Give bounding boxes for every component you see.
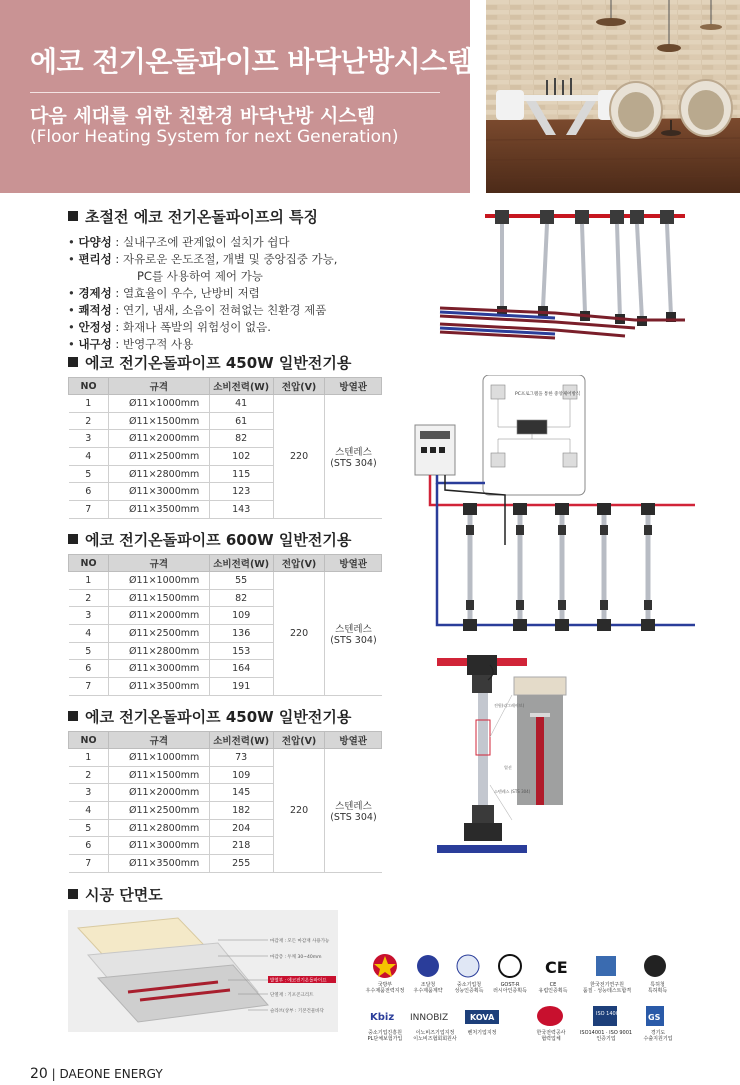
material-cell: 스텐레스 (STS 304) bbox=[325, 572, 382, 696]
control-system-diagram bbox=[405, 375, 705, 650]
svg-text:GS: GS bbox=[648, 1013, 661, 1022]
bullet-square-icon bbox=[68, 534, 78, 544]
material-cell: 스텐레스 (STS 304) bbox=[325, 749, 382, 873]
col-header: NO bbox=[69, 555, 109, 572]
col-header: 방열관 bbox=[325, 378, 382, 395]
pipe-manifold-illustration bbox=[435, 208, 690, 348]
table2-title: 에코 전기온돌파이프 600W 일반전기용 bbox=[68, 529, 351, 550]
voltage-cell: 220 bbox=[273, 395, 325, 519]
table-row: 4 Ø11×2500mm 182 bbox=[69, 802, 382, 820]
page-footer bbox=[30, 1066, 163, 1082]
cert-label: ISO14001 · ISO 9001 인증기업 bbox=[579, 1030, 633, 1042]
feature-item: • 다양성 : 실내구조에 관계없이 설치가 쉽다 bbox=[68, 235, 290, 249]
svg-text:전원(리그레이브): 전원(리그레이브) bbox=[494, 703, 525, 708]
svg-text:마감층 : 두께 30~40mm: 마감층 : 두께 30~40mm bbox=[270, 955, 322, 960]
col-header: 전압(V) bbox=[273, 555, 325, 572]
col-header: 전압(V) bbox=[273, 378, 325, 395]
page-title: 에코 전기온돌파이프 바닥난방시스템 bbox=[30, 45, 474, 78]
table-row: 3 Ø11×2000mm 145 bbox=[69, 784, 382, 802]
spec-table-450w-b bbox=[68, 731, 382, 873]
features-list bbox=[68, 234, 337, 353]
feature-item: PC를 사용하여 제어 가능 bbox=[137, 269, 263, 283]
table-row: 6 Ø11×3000mm 164 bbox=[69, 660, 382, 678]
feature-item: • 안정성 : 화재나 폭발의 위험성이 없음. bbox=[68, 320, 271, 334]
bullet-square-icon bbox=[68, 711, 78, 721]
material-cell: 스텐레스 (STS 304) bbox=[325, 395, 382, 519]
table-row: 1 Ø11×1000mm 55 220 스텐레스 (STS 304) bbox=[69, 572, 382, 590]
svg-text:슬라브(상부 : 기본건물바닥: 슬라브(상부 : 기본건물바닥 bbox=[270, 1009, 324, 1014]
svg-text:ISO 14001 9001: ISO 14001 9001 bbox=[596, 1011, 637, 1017]
subtitle-korean: 다음 세대를 위한 친환경 바닥난방 시스템 bbox=[30, 105, 376, 127]
cert-label: 국방부 우수제품전력지정 bbox=[365, 982, 405, 994]
cert-label: GOST-R 러시아인증획득 bbox=[493, 982, 527, 994]
col-header: 규격 bbox=[109, 732, 210, 749]
interior-photo bbox=[486, 0, 740, 193]
table-row: 2 Ø11×1500mm 109 bbox=[69, 766, 382, 784]
col-header: 규격 bbox=[109, 555, 210, 572]
cert-label: 벤처기업지정 bbox=[467, 1030, 497, 1036]
cert-label: 중소기업진흥원 PL단체보험가입 bbox=[367, 1030, 403, 1042]
table-row: 7 Ø11×3500mm 191 bbox=[69, 678, 382, 696]
spec-table-450w bbox=[68, 377, 382, 519]
feature-item: • 경제성 : 열효율이 우수, 난방비 저렴 bbox=[68, 286, 260, 300]
cert-label: CE 유럽인증획득 bbox=[538, 982, 568, 994]
cert-label: 특허청 특허획득 bbox=[647, 982, 668, 994]
table-row: 5 Ø11×2800mm 153 bbox=[69, 642, 382, 660]
cert-label: 이노비즈기업지정 이노비즈협회회원사 bbox=[413, 1030, 457, 1042]
col-header: 규격 bbox=[109, 378, 210, 395]
table-row: 1 Ø11×1000mm 41 220 스텐레스 (STS 304) bbox=[69, 395, 382, 413]
bullet-square-icon bbox=[68, 889, 78, 899]
col-header: 전압(V) bbox=[273, 732, 325, 749]
table-row: 3 Ø11×2000mm 82 bbox=[69, 430, 382, 448]
col-header: 소비전력(W) bbox=[209, 555, 273, 572]
svg-text:Kbiz: Kbiz bbox=[370, 1012, 395, 1023]
svg-text:마감재 : 모든 마감재 사용가능: 마감재 : 모든 마감재 사용가능 bbox=[270, 939, 330, 944]
table-row: 5 Ø11×2800mm 204 bbox=[69, 819, 382, 837]
bullet-square-icon bbox=[68, 357, 78, 367]
footer-divider: | bbox=[51, 1067, 60, 1081]
spec-table-600w bbox=[68, 554, 382, 696]
certifications-panel bbox=[360, 948, 690, 1048]
cert-label: 한국전력공사 협력업체 bbox=[536, 1030, 566, 1042]
col-header: 소비전력(W) bbox=[209, 378, 273, 395]
table-row: 7 Ø11×3500mm 255 bbox=[69, 855, 382, 873]
table-row: 4 Ø11×2500mm 136 bbox=[69, 625, 382, 643]
title-divider bbox=[30, 92, 440, 93]
col-header: 소비전력(W) bbox=[209, 732, 273, 749]
feature-item: • 내구성 : 반영구적 사용 bbox=[68, 337, 194, 351]
table-row: 3 Ø11×2000mm 109 bbox=[69, 607, 382, 625]
svg-text:CE: CE bbox=[545, 958, 568, 977]
feature-item: • 쾌적성 : 연기, 냄새, 소음이 전혀없는 친환경 제품 bbox=[68, 303, 327, 317]
table-row: 2 Ø11×1500mm 82 bbox=[69, 589, 382, 607]
table-row: 2 Ø11×1500mm 61 bbox=[69, 412, 382, 430]
col-header: 방열관 bbox=[325, 555, 382, 572]
col-header: 방열관 bbox=[325, 732, 382, 749]
svg-text:KOVA: KOVA bbox=[470, 1013, 495, 1022]
cert-label: 중소기업청 성능인증획득 bbox=[454, 982, 484, 994]
bullet-square-icon bbox=[68, 211, 78, 221]
construction-title: 시공 단면도 bbox=[68, 884, 163, 905]
table-row: 1 Ø11×1000mm 73 220 스텐레스 (STS 304) bbox=[69, 749, 382, 767]
svg-text:열선: 열선 bbox=[504, 765, 512, 770]
voltage-cell: 220 bbox=[273, 572, 325, 696]
cert-label: 한국전기연구원 품질 · 성능테스트합격 bbox=[582, 982, 632, 994]
col-header: NO bbox=[69, 378, 109, 395]
table-row: 5 Ø11×2800mm 115 bbox=[69, 465, 382, 483]
col-header: NO bbox=[69, 732, 109, 749]
svg-text:발열부 : 에코전기온돌파이프: 발열부 : 에코전기온돌파이프 bbox=[270, 978, 327, 984]
table-row: 6 Ø11×3000mm 123 bbox=[69, 483, 382, 501]
cert-label: 경기도 수출지원기업 bbox=[643, 1030, 673, 1042]
voltage-cell: 220 bbox=[273, 749, 325, 873]
table3-title: 에코 전기온돌파이프 450W 일반전기용 bbox=[68, 706, 351, 727]
feature-item: • 편리성 : 자유로운 온도조절, 개별 및 중앙집중 가능, bbox=[68, 252, 338, 266]
svg-text:PC프로그램을 통한 중앙제어방식: PC프로그램을 통한 중앙제어방식 bbox=[515, 392, 581, 397]
table-row: 6 Ø11×3000mm 218 bbox=[69, 837, 382, 855]
cert-label: 조달청 우수제품계약 bbox=[413, 982, 443, 994]
hero-banner bbox=[0, 0, 474, 193]
svg-text:스텐레스 (STS 304): 스텐레스 (STS 304) bbox=[494, 789, 531, 794]
table1-title: 에코 전기온돌파이프 450W 일반전기용 bbox=[68, 352, 351, 373]
subtitle-english: (Floor Heating System for next Generation) bbox=[30, 127, 399, 147]
svg-text:단열재 : 기포콘크리트: 단열재 : 기포콘크리트 bbox=[270, 993, 314, 998]
page-number: 20 bbox=[30, 1066, 48, 1082]
table-row: 7 Ø11×3500mm 143 bbox=[69, 501, 382, 519]
pipe-detail-diagram bbox=[432, 655, 607, 860]
table-row: 4 Ø11×2500mm 102 bbox=[69, 448, 382, 466]
svg-text:INNOBIZ: INNOBIZ bbox=[410, 1013, 449, 1023]
company-name: DAEONE ENERGY bbox=[59, 1067, 163, 1081]
construction-cross-section bbox=[68, 910, 338, 1032]
features-title: 초절전 에코 전기온돌파이프의 특징 bbox=[68, 206, 318, 227]
